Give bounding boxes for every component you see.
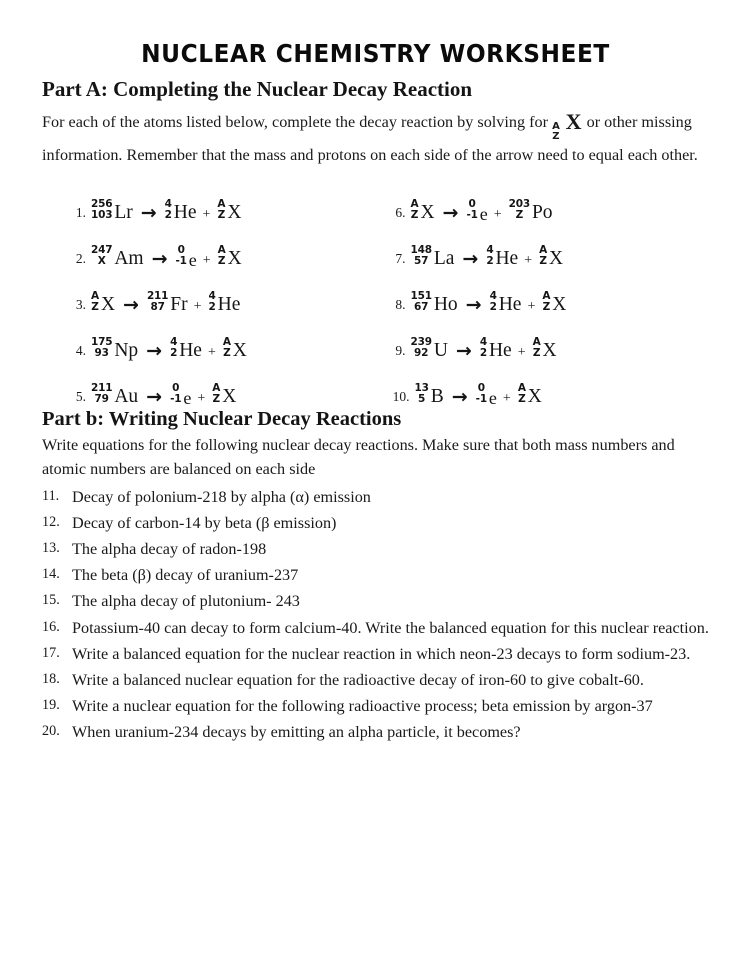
mass-atomic-index [533, 337, 541, 360]
product-nuclide-2 [212, 383, 236, 406]
mass-atomic-index [411, 337, 432, 360]
reactant-nuclide [411, 199, 435, 222]
list-item-text: Potassium-40 can decay to form calcium-40. Write the balanced equation for this nuclear reaction. [72, 618, 709, 637]
mass-atomic-index [209, 291, 216, 314]
element-symbol: e [488, 387, 497, 408]
list-item-number: 14. [42, 566, 60, 583]
mass-atomic-index [415, 383, 429, 406]
list-item-text: Write a balanced nuclear equation for the radioactive decay of iron-60 to give cobalt-60. [72, 670, 644, 689]
mass-number: 203 [508, 198, 530, 211]
mass-atomic-index [411, 199, 419, 222]
decay-equation-row [380, 177, 710, 223]
atomic-number: 2 [489, 300, 497, 313]
atomic-number: 87 [150, 300, 165, 313]
mass-atomic-index [170, 383, 181, 406]
mass-number: 148 [410, 244, 432, 257]
list-item-text: Decay of carbon-14 by beta (β emission) [72, 513, 337, 532]
element-symbol: X [232, 340, 247, 362]
list-item-number: 15. [42, 592, 60, 609]
mass-number: 4 [170, 336, 178, 349]
element-symbol: e [479, 203, 488, 224]
product-nuclide-1 [476, 383, 497, 406]
mass-atomic-index [542, 291, 550, 314]
product-nuclide-1 [176, 245, 197, 268]
reaction-arrow-icon: → [455, 339, 472, 362]
atomic-number: 2 [208, 300, 216, 313]
mass-atomic-index [91, 383, 112, 406]
list-item-text: Write a balanced equation for the nuclear reaction in which neon-23 decays to form sodium-23. [72, 644, 691, 663]
element-symbol: He [179, 340, 202, 362]
product-nuclide-2 [218, 245, 242, 268]
mass-number: A [532, 336, 541, 349]
equation-number: 5. [75, 388, 86, 404]
list-item [42, 721, 709, 745]
reactant-nuclide [411, 245, 455, 268]
product-nuclide-1 [147, 291, 188, 314]
list-item [42, 486, 709, 510]
equation-body [91, 291, 241, 314]
element-symbol: X [222, 386, 237, 408]
plus-sign: + [202, 206, 211, 222]
reactant-nuclide [415, 383, 444, 406]
atomic-number: Z [91, 300, 99, 313]
reactant-nuclide [411, 337, 448, 360]
equation-number: 10. [392, 388, 410, 404]
list-item [42, 669, 709, 693]
list-item-text: Write a nuclear equation for the following radioactive process; beta emission by argon-37 [72, 697, 653, 715]
mass-number: 211 [91, 382, 113, 395]
mass-number: 13 [414, 382, 429, 395]
atomic-number: Z [410, 208, 419, 221]
atomic-number: 92 [414, 346, 429, 359]
decay-equation-row [380, 269, 710, 315]
atomic-number: 2 [170, 346, 178, 359]
element-symbol: Po [531, 202, 553, 224]
element-symbol: X [227, 248, 242, 270]
list-item [42, 538, 709, 562]
reaction-arrow-icon: → [151, 247, 168, 270]
part-a-instructions-text-1: For each of the atoms listed below, complete the decay reaction by solving for [42, 113, 549, 132]
element-symbol: He [217, 294, 241, 316]
decay-equation-row [60, 315, 376, 361]
equation-body [411, 337, 558, 360]
mass-number: 151 [410, 290, 432, 303]
equation-body [91, 383, 237, 406]
mass-atomic-index [147, 291, 168, 314]
element-symbol: Au [114, 386, 139, 408]
element-symbol: e [183, 387, 192, 408]
reactant-nuclide [91, 199, 133, 222]
mass-atomic-index [490, 291, 497, 314]
atomic-number: -1 [175, 254, 187, 267]
decay-equation-row [60, 361, 376, 407]
page-title: NUCLEAR CHEMISTRY WORKSHEET [141, 39, 610, 68]
element-symbol: e [188, 249, 197, 270]
reactant-nuclide [91, 337, 138, 360]
product-nuclide-2 [518, 383, 542, 406]
mass-atomic-index [509, 199, 530, 222]
reaction-arrow-icon: → [140, 201, 157, 224]
part-a-instructions-text-2: or other missing information. Remember that the mass and protons on each side of the arrow need to equal each other. [42, 113, 698, 164]
reactant-nuclide [91, 291, 115, 314]
plus-sign: + [517, 344, 526, 360]
list-item-text: The alpha decay of radon-198 [72, 540, 267, 559]
reaction-arrow-icon: → [442, 201, 459, 224]
reactant-nuclide [91, 245, 144, 268]
list-item-text: Decay of polonium-218 by alpha (α) emission [72, 487, 371, 506]
equation-column-right [376, 177, 710, 407]
mass-atomic-index [176, 245, 187, 268]
product-nuclide-2 [533, 337, 557, 360]
atomic-number: 5 [418, 392, 426, 405]
decay-equation-row [380, 315, 710, 361]
element-symbol: He [173, 202, 197, 224]
mass-number: 0 [172, 382, 180, 395]
list-item-number: 20. [42, 723, 60, 740]
product-nuclide-1 [486, 245, 518, 268]
mass-atomic-index [539, 245, 547, 268]
mass-atomic-index [486, 245, 493, 268]
atomic-number: Z [515, 208, 523, 221]
reaction-arrow-icon: → [451, 385, 468, 408]
reactant-nuclide [91, 383, 138, 406]
list-item-text: The beta (β) decay of uranium-237 [72, 566, 299, 585]
atomic-number: Z [542, 300, 551, 313]
atomic-number: 79 [94, 392, 109, 405]
mass-number: A [539, 244, 548, 257]
mass-number: 4 [208, 290, 216, 303]
product-nuclide-1 [490, 291, 522, 314]
product-nuclide-1 [170, 337, 202, 360]
reaction-arrow-icon: → [146, 385, 163, 408]
atomic-number: Z [532, 346, 541, 359]
product-nuclide-1 [165, 199, 197, 222]
atomic-number: 103 [91, 208, 113, 221]
mass-number: 256 [91, 198, 113, 211]
equation-number: 9. [395, 342, 406, 358]
mass-atomic-index [552, 122, 560, 143]
part-b-question-list [42, 482, 709, 745]
atomic-number: 2 [164, 208, 172, 221]
product-nuclide-2 [209, 291, 241, 314]
equation-number: 7. [395, 250, 406, 266]
mass-atomic-index [212, 383, 220, 406]
atomic-number: -1 [466, 208, 478, 221]
reaction-arrow-icon: → [465, 293, 482, 316]
equation-body [411, 199, 554, 222]
atomic-number: Z [518, 392, 526, 405]
mass-number: A [517, 382, 526, 395]
product-nuclide-1 [170, 383, 191, 406]
product-nuclide-2 [539, 245, 563, 268]
atomic-number: -1 [475, 392, 487, 405]
mass-atomic-index [223, 337, 231, 360]
element-symbol: Ho [433, 294, 458, 316]
list-item-text: The alpha decay of plutonium- 243 [72, 592, 300, 611]
generic-nuclide-notation [552, 111, 581, 143]
element-symbol: X [549, 248, 564, 270]
reactant-nuclide [411, 291, 458, 314]
mass-atomic-index [91, 291, 99, 314]
mass-atomic-index [466, 199, 477, 222]
equation-number: 1. [75, 204, 86, 220]
atomic-number: X [97, 254, 106, 267]
list-item [42, 617, 709, 641]
element-symbol: Fr [170, 294, 188, 316]
atomic-number: Z [223, 346, 231, 359]
mass-number: 4 [479, 336, 487, 349]
element-symbol: U [433, 340, 448, 362]
mass-number: A [552, 121, 560, 133]
list-item-number: 17. [42, 644, 60, 661]
equation-body [91, 245, 243, 268]
atomic-number: Z [212, 392, 220, 405]
atomic-number: 93 [94, 346, 109, 359]
atomic-number: 67 [414, 300, 429, 313]
element-symbol: X [100, 294, 116, 316]
element-symbol: Np [114, 340, 139, 362]
product-nuclide-2 [217, 199, 241, 222]
plus-sign: + [193, 298, 202, 314]
element-symbol: La [433, 248, 455, 270]
list-item-text: When uranium-234 decays by emitting an alpha particle, it becomes? [72, 723, 521, 742]
equation-body [411, 245, 565, 268]
mass-number: A [217, 244, 226, 257]
mass-number: 175 [91, 336, 113, 349]
mass-atomic-index [217, 199, 225, 222]
part-a-heading: Part A: Completing the Nuclear Decay Reaction [42, 77, 473, 101]
mass-number: 4 [164, 198, 172, 211]
reaction-arrow-icon: → [146, 339, 163, 362]
mass-atomic-index [170, 337, 177, 360]
equation-body [415, 383, 543, 406]
decay-equation-row [60, 177, 376, 223]
element-symbol: X [565, 109, 582, 135]
mass-atomic-index [411, 291, 432, 314]
atomic-number: 2 [486, 254, 494, 267]
part-a-equations [42, 177, 709, 407]
list-item-number: 19. [42, 697, 60, 713]
element-symbol: Am [114, 248, 144, 270]
atomic-number: 2 [479, 346, 487, 359]
list-item [42, 512, 709, 536]
reaction-arrow-icon: → [462, 247, 479, 270]
plus-sign: + [207, 344, 216, 360]
list-item-number: 16. [42, 618, 60, 635]
atomic-number: Z [217, 254, 226, 267]
mass-number: 0 [177, 244, 185, 257]
product-nuclide-2 [542, 291, 566, 314]
atomic-number: 57 [414, 254, 429, 267]
mass-number: A [222, 336, 231, 349]
mass-atomic-index [411, 245, 432, 268]
equation-number: 4. [75, 342, 86, 358]
mass-number: A [217, 198, 226, 211]
mass-number: 239 [410, 336, 432, 349]
decay-equation-row [380, 223, 710, 269]
plus-sign: + [493, 206, 502, 222]
atomic-number: Z [217, 208, 226, 221]
list-item-number: 18. [42, 670, 60, 687]
element-symbol: He [488, 340, 512, 362]
equation-number: 2. [75, 250, 86, 266]
list-item-number: 11. [42, 487, 60, 504]
mass-number: A [410, 198, 419, 211]
mass-number: A [212, 382, 221, 395]
list-item-number: 13. [42, 540, 60, 557]
element-symbol: X [552, 294, 567, 316]
mass-atomic-index [476, 383, 487, 406]
equation-number: 3. [75, 296, 86, 312]
element-symbol: B [430, 386, 444, 408]
mass-atomic-index [165, 199, 172, 222]
list-item [42, 564, 709, 588]
mass-atomic-index [480, 337, 487, 360]
element-symbol: X [227, 202, 242, 224]
decay-equation-row [60, 223, 376, 269]
decay-equation-row [380, 361, 710, 407]
part-b-instructions: Write equations for the following nuclear decay reactions. Make sure that both mass numbers and atomic numbers are balanced on each side [42, 436, 675, 479]
list-item [42, 590, 709, 614]
mass-atomic-index [91, 199, 112, 222]
equation-number: 8. [395, 296, 406, 312]
reaction-arrow-icon: → [123, 293, 139, 316]
product-nuclide-1 [480, 337, 512, 360]
plus-sign: + [502, 390, 511, 406]
mass-number: 247 [91, 244, 113, 257]
plus-sign: + [527, 298, 536, 314]
equation-body [91, 337, 248, 360]
mass-number: 211 [146, 290, 169, 303]
element-symbol: X [527, 386, 542, 408]
list-item-number: 12. [42, 513, 60, 530]
list-item [42, 695, 709, 719]
plus-sign: + [202, 252, 211, 268]
mass-atomic-index [91, 337, 112, 360]
list-item [42, 643, 709, 667]
equation-number: 6. [395, 204, 406, 220]
element-symbol: X [420, 202, 435, 224]
element-symbol: He [498, 294, 522, 316]
equation-body [91, 199, 242, 222]
mass-number: 0 [477, 382, 485, 395]
equation-column-left [42, 177, 376, 407]
atomic-number: Z [539, 254, 547, 267]
mass-atomic-index [91, 245, 112, 268]
part-a-instructions [42, 102, 709, 166]
atomic-number: Z [552, 131, 560, 143]
product-nuclide-1 [466, 199, 487, 222]
plus-sign: + [524, 252, 533, 268]
mass-number: 4 [489, 290, 497, 303]
decay-equation-row [60, 269, 376, 315]
mass-number: 0 [468, 198, 476, 211]
product-nuclide-2 [223, 337, 247, 360]
mass-number: 4 [486, 244, 494, 257]
mass-atomic-index [218, 245, 226, 268]
element-symbol: He [495, 248, 519, 270]
plus-sign: + [197, 390, 206, 406]
element-symbol: Lr [114, 202, 133, 224]
mass-atomic-index [518, 383, 526, 406]
product-nuclide-2 [509, 199, 553, 222]
element-symbol: X [542, 340, 557, 362]
mass-number: A [542, 290, 551, 303]
equation-body [411, 291, 568, 314]
mass-number: A [91, 290, 99, 303]
atomic-number: -1 [170, 392, 182, 405]
part-b-heading: Part b: Writing Nuclear Decay Reactions [42, 407, 402, 430]
